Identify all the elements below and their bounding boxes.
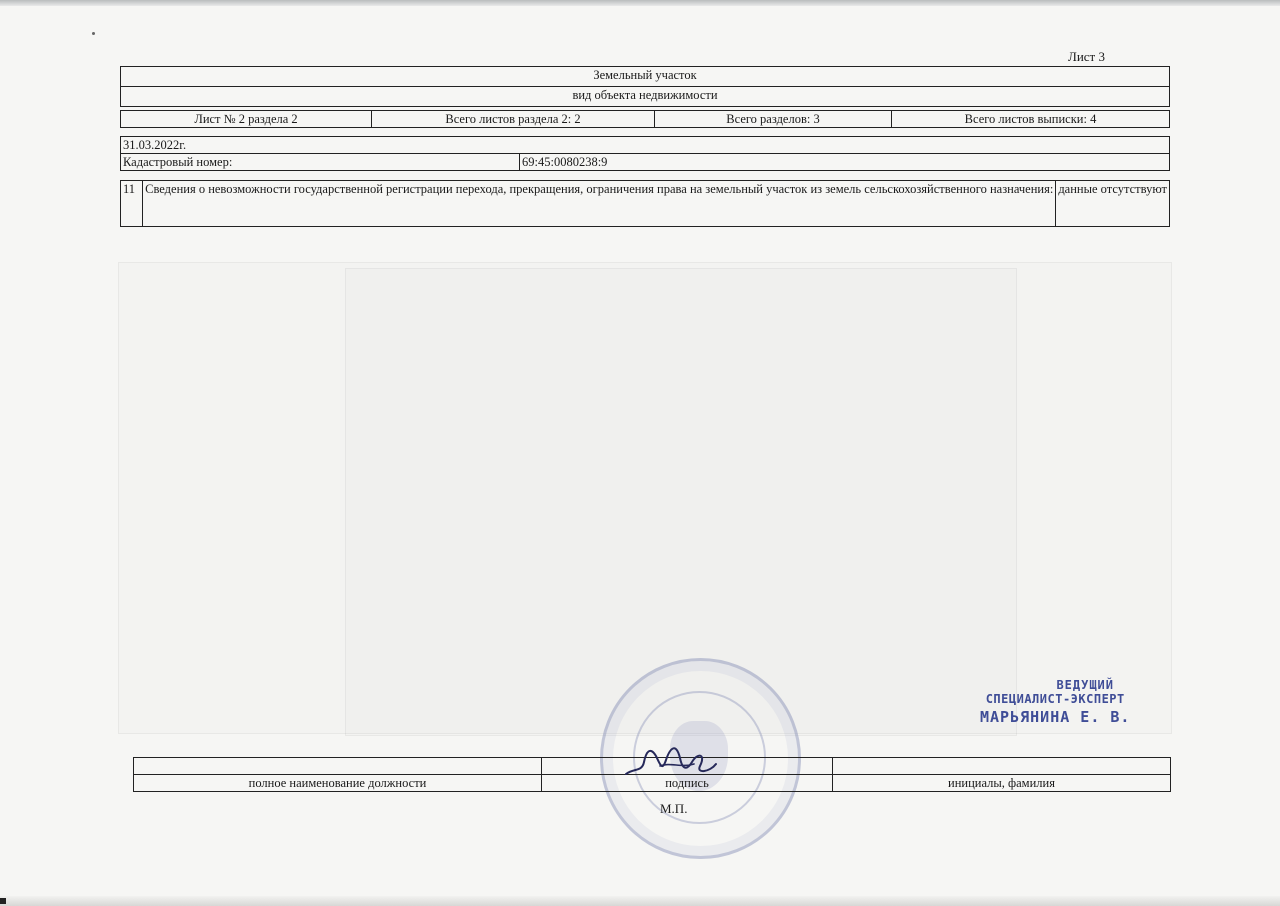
info-table xyxy=(120,180,1170,227)
cadastral-label: Кадастровый номер: xyxy=(121,154,520,171)
section-sheet: Лист № 2 раздела 2 xyxy=(121,111,372,128)
row-value: данные отсутствуют xyxy=(1056,181,1170,227)
object-type-caption: вид объекта недвижимости xyxy=(121,87,1170,107)
object-type: Земельный участок xyxy=(121,67,1170,87)
seal-place-label: М.П. xyxy=(660,801,688,816)
row-description: Сведения о невозможности государственной регистрации перехода, прекращения, ограничения права на земельный участок из земель сельскохозяйственного назначения: xyxy=(143,181,1056,227)
sheet-number: Лист 3 xyxy=(1068,49,1105,64)
signature-caption: подпись xyxy=(542,775,833,792)
section-total: Всего листов раздела 2: 2 xyxy=(372,111,655,128)
row-number: 11 xyxy=(121,181,143,227)
expert-stamp-line1: ВЕДУЩИЙ xyxy=(1056,678,1115,692)
extract-total: Всего листов выписки: 4 xyxy=(892,111,1170,128)
name-cell xyxy=(833,758,1171,775)
scan-edge-top xyxy=(0,0,1280,6)
expert-stamp-line3: МАРЬЯНИНА Е. В. xyxy=(980,708,1131,726)
cadastral-number: 69:45:0080238:9 xyxy=(520,154,1170,171)
record-date: 31.03.2022г. xyxy=(121,137,1170,154)
object-type-table xyxy=(120,66,1170,107)
expert-stamp-line2: СПЕЦИАЛИСТ-ЭКСПЕРТ xyxy=(985,692,1125,706)
position-caption: полное наименование должности xyxy=(134,775,542,792)
handwritten-signature xyxy=(620,732,720,792)
sections-total: Всего разделов: 3 xyxy=(655,111,892,128)
scan-speck xyxy=(92,32,95,35)
record-table xyxy=(120,136,1170,171)
name-caption: инициалы, фамилия xyxy=(833,775,1171,792)
position-cell xyxy=(134,758,542,775)
sheet-count-table xyxy=(120,110,1170,128)
scan-corner-mark xyxy=(0,898,6,904)
expert-stamp xyxy=(980,678,1130,726)
scan-edge-bottom xyxy=(0,896,1280,906)
